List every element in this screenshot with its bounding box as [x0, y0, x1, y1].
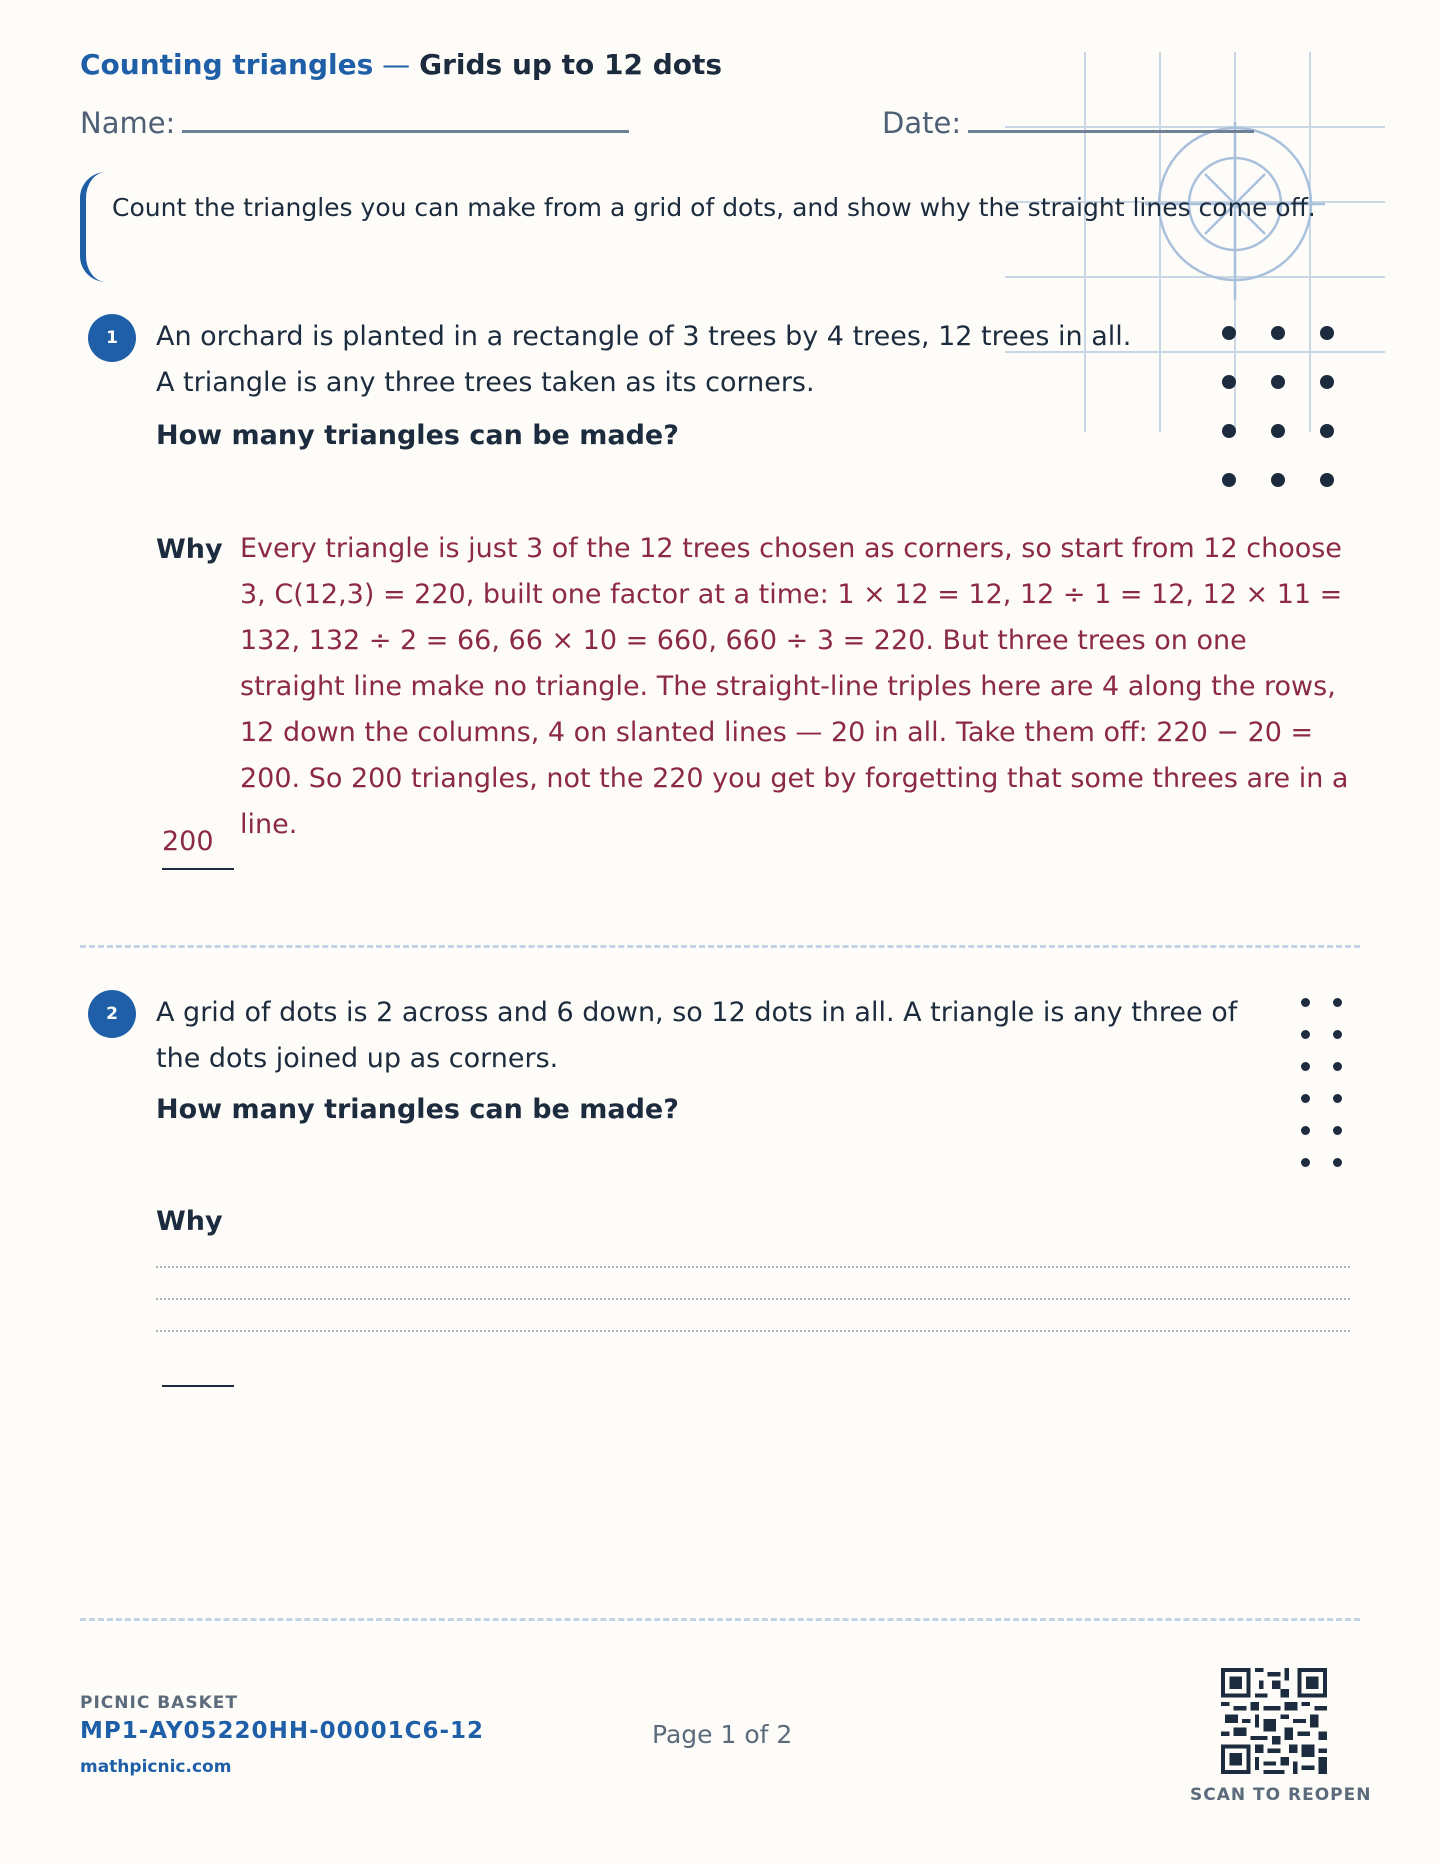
grid-dot	[1333, 1030, 1342, 1039]
date-field[interactable]	[968, 130, 1254, 133]
question-number-badge: 1	[88, 314, 136, 362]
grid-dot	[1271, 424, 1285, 438]
footer-website-link[interactable]: mathpicnic.com	[80, 1757, 232, 1777]
grid-dot	[1271, 326, 1285, 340]
question-1-prompt: How many triangles can be made?	[156, 420, 679, 451]
grid-dot	[1301, 1126, 1310, 1135]
footer-brand: PICNIC BASKET	[80, 1693, 238, 1713]
grid-dot	[1222, 424, 1236, 438]
grid-dot	[1222, 375, 1236, 389]
question-1-why-label: Why	[156, 534, 223, 565]
question-1-text: An orchard is planted in a rectangle of 3 trees by 4 trees, 12 trees in all. A triangle is any three trees taken as its corners.	[156, 321, 1132, 398]
grid-dot	[1301, 1094, 1310, 1103]
question-1-dot-grid	[1222, 326, 1342, 486]
explanation-writing-line[interactable]	[156, 1266, 1350, 1268]
grid-dot	[1333, 1126, 1342, 1135]
worksheet-code: MP1-AY05220HH-00001C6-12	[80, 1718, 485, 1744]
name-field[interactable]	[182, 130, 629, 133]
grid-dot	[1333, 1062, 1342, 1071]
grid-dot	[1333, 998, 1342, 1007]
grid-dot	[1301, 1158, 1310, 1167]
grid-dot	[1333, 1158, 1342, 1167]
question-2-why-label: Why	[156, 1206, 223, 1237]
question-2-text: A grid of dots is 2 across and 6 down, so 12 dots in all. A triangle is any three of the dots joined up as corners.	[156, 997, 1238, 1074]
grid-dot	[1301, 998, 1310, 1007]
grid-dot	[1301, 1062, 1310, 1071]
qr-code-icon[interactable]	[1221, 1668, 1327, 1774]
grid-dot	[1271, 473, 1285, 487]
grid-dot	[1333, 1094, 1342, 1103]
question-2-dot-grid	[1301, 998, 1341, 1168]
grid-dot	[1271, 375, 1285, 389]
question-1-answer[interactable]: 200	[162, 826, 214, 857]
grid-dot	[1222, 326, 1236, 340]
grid-dot	[1320, 375, 1334, 389]
footer-divider	[80, 1618, 1360, 1621]
date-label: Date:	[882, 106, 962, 140]
grid-dot	[1320, 473, 1334, 487]
instructions-text: Count the triangles you can make from a grid of dots, and show why the straight lines come off.	[112, 193, 1316, 222]
title-separator: —	[373, 48, 420, 81]
question-1-explanation: Every triangle is just 3 of the 12 trees chosen as corners, so start from 12 choose 3, C(12,3) = 220, built one factor at a time: 1 × 12 = 12, 12 ÷ 1 = 12, 12 × 11 = 132, 132 ÷ 2 = 66, 66 × 10 = 660, 660 ÷ 3 = 220. But three trees on one straight line make no triangle. The straight-line triples here are 4 along the rows, 12 down the columns, 4 on slanted lines — 20 in all. Take them off: 220 − 20 = 200. So 200 triangles, not the 220 you get by forgetting that some threes are in a line.	[240, 533, 1349, 840]
explanation-writing-line[interactable]	[156, 1298, 1350, 1300]
worksheet-subtitle: Grids up to 12 dots	[419, 48, 723, 81]
page-indicator: Page 1 of 2	[652, 1720, 793, 1749]
page-title	[80, 48, 722, 81]
name-label: Name:	[80, 106, 176, 140]
explanation-writing-line[interactable]	[156, 1330, 1350, 1332]
question-2-prompt: How many triangles can be made?	[156, 1094, 679, 1125]
section-divider	[80, 945, 1360, 948]
grid-dot	[1301, 1030, 1310, 1039]
worksheet-topic: Counting triangles	[80, 48, 374, 81]
grid-dot	[1320, 424, 1334, 438]
scan-to-reopen-label: SCAN TO REOPEN	[1190, 1785, 1372, 1805]
grid-dot	[1222, 473, 1236, 487]
grid-dot	[1320, 326, 1334, 340]
question-2-answer-line[interactable]	[162, 1385, 234, 1387]
question-1-answer-line	[162, 868, 234, 870]
question-number-badge: 2	[88, 990, 136, 1038]
